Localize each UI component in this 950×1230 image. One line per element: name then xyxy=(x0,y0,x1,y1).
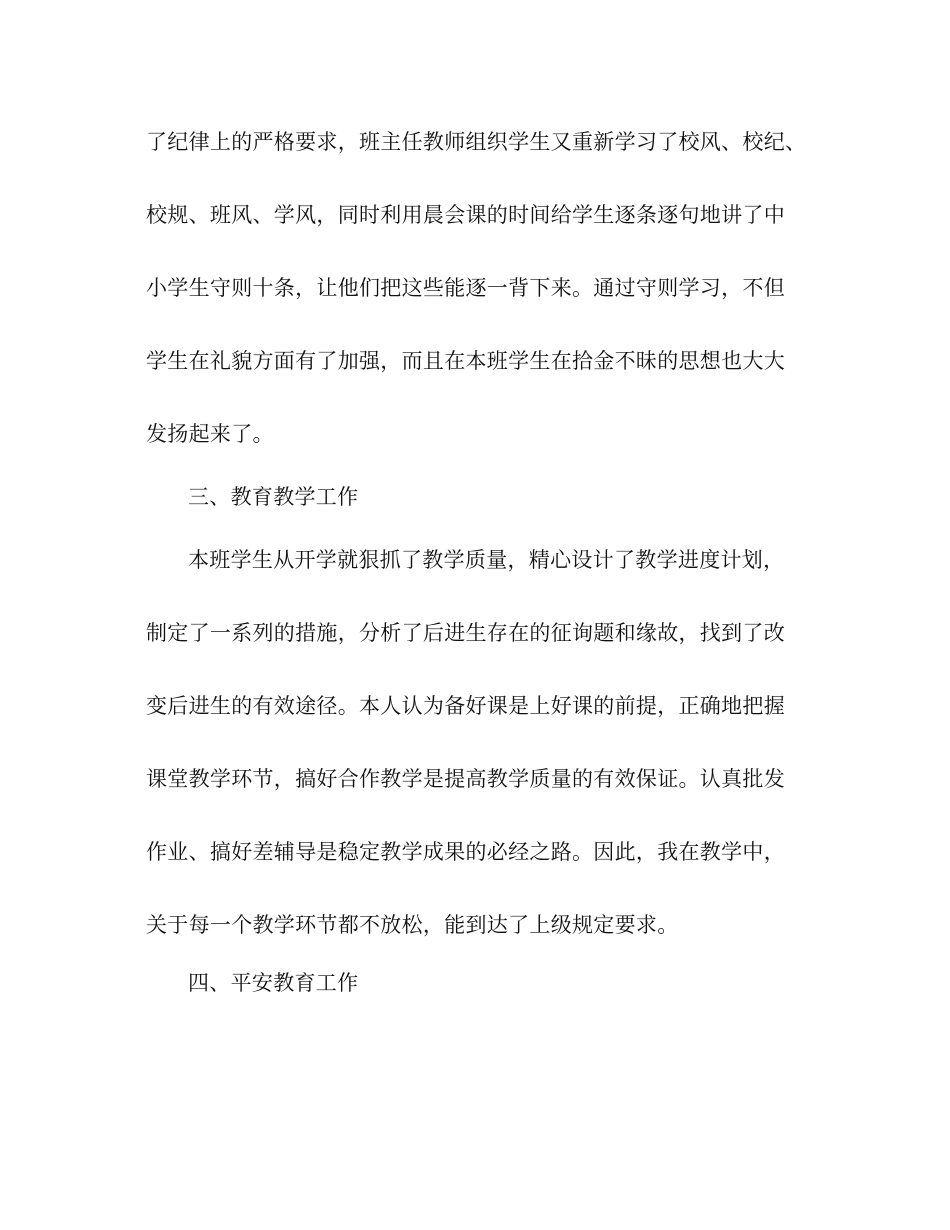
paragraph-line: 了纪律上的严格要求，班主任教师组织学生又重新学习了校风、校纪、 xyxy=(146,130,807,154)
paragraph-line: 校规、班风、学风，同时利用晨会课的时间给学生逐条逐句地讲了中 xyxy=(146,203,785,227)
section-heading-3: 三、教育教学工作 xyxy=(188,485,359,509)
paragraph-line: 关于每一个教学环节都不放松，能到达了上级规定要求。 xyxy=(146,913,679,937)
paragraph-line: 发扬起来了。 xyxy=(146,422,274,446)
paragraph-line: 制定了一系列的措施，分析了后进生存在的征询题和缘故，找到了改 xyxy=(146,621,785,645)
paragraph-line: 课堂教学环节，搞好合作教学是提高教学质量的有效保证。认真批发 xyxy=(146,767,785,791)
paragraph-line: 变后进生的有效途径。本人认为备好课是上好课的前提，正确地把握 xyxy=(146,694,785,718)
paragraph-line: 本班学生从开学就狠抓了教学质量，精心设计了教学进度计划， xyxy=(188,548,785,572)
paragraph-line: 作业、搞好差辅导是稳定教学成果的必经之路。因此，我在教学中， xyxy=(146,840,785,864)
paragraph-line: 学生在礼貌方面有了加强，而且在本班学生在拾金不昧的思想也大大 xyxy=(146,349,785,373)
section-heading-4: 四、平安教育工作 xyxy=(188,971,359,995)
paragraph-line: 小学生守则十条，让他们把这些能逐一背下来。通过守则学习，不但 xyxy=(146,276,785,300)
